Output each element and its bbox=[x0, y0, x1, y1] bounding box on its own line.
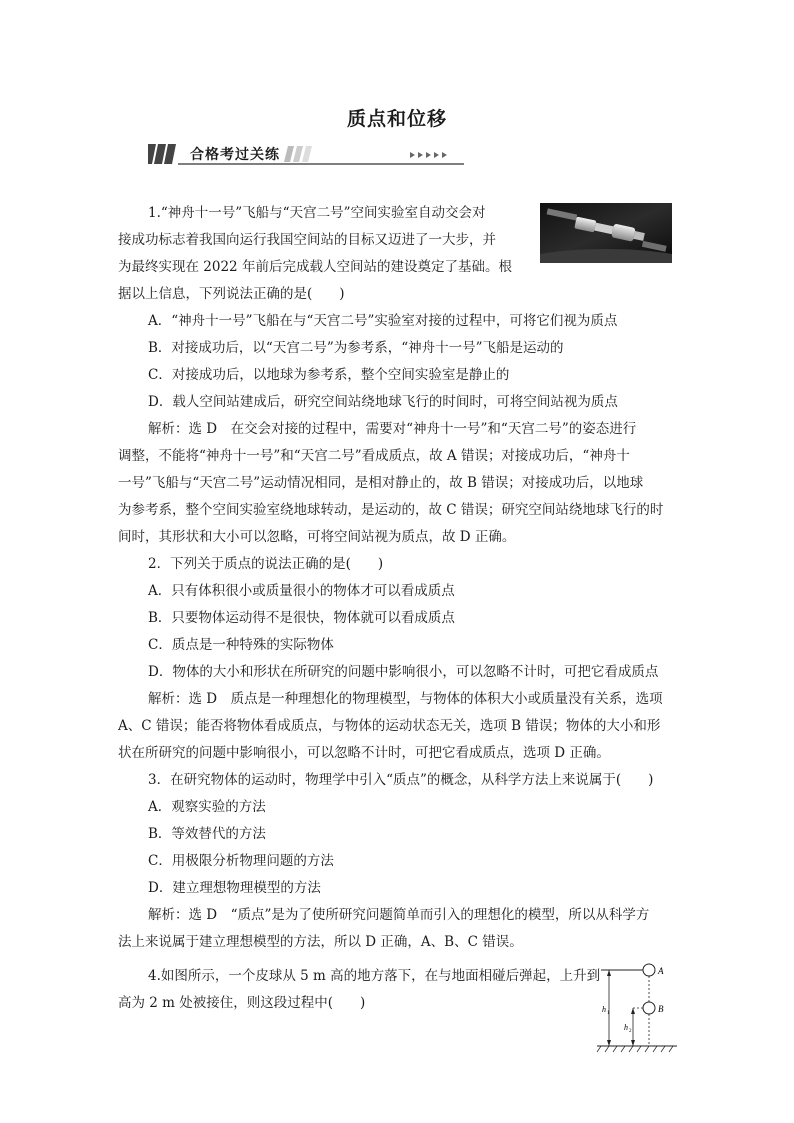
text-line: C．质点是一种特殊的实际物体 bbox=[148, 637, 334, 653]
page-title: 质点和位移 bbox=[346, 108, 447, 130]
text-line: D．物体的大小和形状在所研究的问题中影响很小，可以忽略不计时，可把它看成质点 bbox=[148, 664, 659, 680]
text-line: C．对接成功后，以地球为参考系，整个空间实验室是静止的 bbox=[148, 367, 510, 383]
text-line: 解析：选 D “质点”是为了使所研究问题简单而引入的理想化的模型，所以从科学方 bbox=[148, 907, 650, 923]
text-line: 一号”飞船与“天宫二号”运动情况相同，是相对静止的，故 B 错误；对接成功后，以地球 bbox=[118, 475, 644, 491]
label-b: B bbox=[658, 1004, 664, 1014]
label-h2: h bbox=[624, 1023, 628, 1032]
section-banner bbox=[148, 142, 464, 166]
text-line: 解析：选 D 在交会对接的过程中，需要对“神舟十一号”和“天宫二号”的姿态进行 bbox=[148, 421, 637, 437]
text-line: 间时，其形状和大小可以忽略，可将空间站视为质点，故 D 正确。 bbox=[118, 529, 516, 545]
text-line: D．载人空间站建成后，研究空间站绕地球飞行的时间时，可将空间站视为质点 bbox=[148, 394, 618, 410]
text-line: B．等效替代的方法 bbox=[148, 826, 266, 842]
text-line: 3．在研究物体的运动时，物理学中引入“质点”的概念，从科学方法上来说属于( ) bbox=[148, 772, 654, 788]
text-line: 高为 2 m 处被接住，则这段过程中( ) bbox=[118, 995, 366, 1011]
text-line: 调整，不能将“神舟十一号”和“天宫二号”看成质点，故 A 错误；对接成功后，“神舟十 bbox=[118, 448, 630, 464]
text-line: A．观察实验的方法 bbox=[148, 799, 266, 815]
text-line: 解析：选 D 质点是一种理想化的物理模型，与物体的体积大小或质量没有关系，选项 bbox=[148, 691, 663, 707]
section-label: 合格考过关练 bbox=[190, 147, 280, 163]
text-line: B．对接成功后，以“天宫二号”为参考系，“神舟十一号”飞船是运动的 bbox=[148, 340, 564, 356]
text-line: 法上来说属于建立理想模型的方法，所以 D 正确，A、B、C 错误。 bbox=[118, 934, 523, 950]
label-h1: h bbox=[602, 1005, 606, 1014]
label-h1-sub: 1 bbox=[607, 1011, 610, 1016]
text-line: 为最终实现在 2022 年前后完成载人空间站的建设奠定了基础。根 bbox=[118, 259, 512, 275]
text-line: 接成功标志着我国向运行我国空间站的目标又迈进了一大步，并 bbox=[118, 232, 496, 248]
ball-height-diagram bbox=[595, 960, 679, 1056]
text-line: 2．下列关于质点的说法正确的是( ) bbox=[148, 556, 384, 572]
text-line: 为参考系，整个空间实验室绕地球转动，是运动的，故 C 错误；研究空间站绕地球飞行的时 bbox=[118, 502, 664, 518]
text-line: B．只要物体运动得不是很快，物体就可以看成质点 bbox=[148, 610, 455, 626]
text-line: 状在所研究的问题中影响很小，可以忽略不计时，可把它看成质点，选项 D 正确。 bbox=[118, 745, 610, 761]
label-h2-sub: 2 bbox=[629, 1029, 632, 1034]
text-line: A、C 错误；能否将物体看成质点，与物体的运动状态无关，选项 B 错误；物体的大小和形 bbox=[118, 718, 661, 734]
label-a: A bbox=[658, 966, 664, 976]
text-line: C．用极限分析物理问题的方法 bbox=[148, 853, 334, 869]
text-line: 1.“神舟十一号”飞船与“天宫二号”空间实验室自动交会对 bbox=[148, 205, 486, 221]
text-line: A．只有体积很小或质量很小的物体才可以看成质点 bbox=[148, 583, 455, 599]
text-line: A．“神舟十一号”飞船在与“天宫二号”实验室对接的过程中，可将它们视为质点 bbox=[148, 313, 618, 329]
text-line: 据以上信息，下列说法正确的是( ) bbox=[118, 286, 345, 302]
text-line: D．建立理想物理模型的方法 bbox=[148, 880, 321, 896]
text-line: 4.如图所示，一个皮球从 5 m 高的地方落下，在与地面相碰后弹起，上升到 bbox=[148, 968, 601, 984]
spacecraft-photo bbox=[540, 203, 672, 263]
